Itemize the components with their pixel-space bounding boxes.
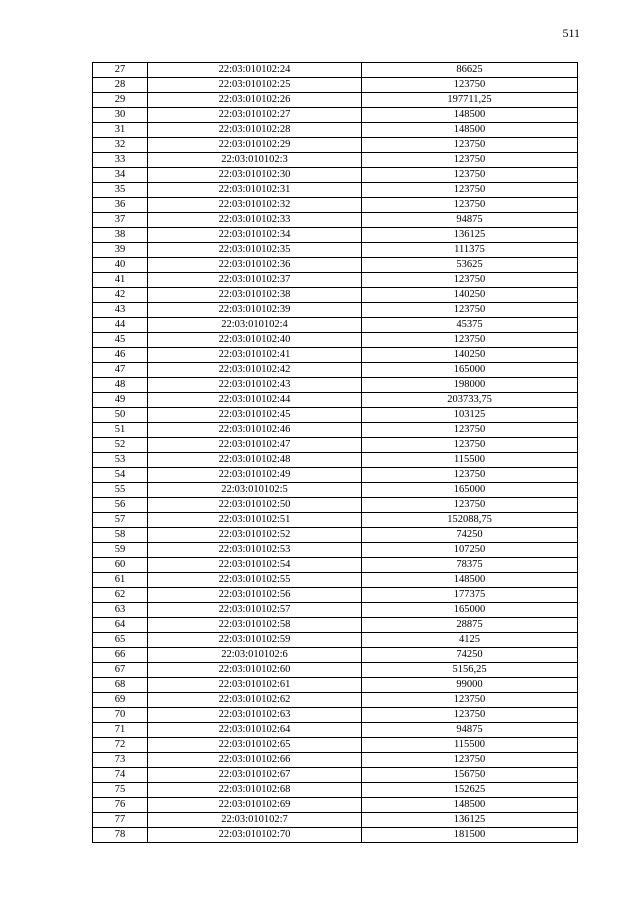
table-row <box>93 333 578 348</box>
row-number-cell: 27 <box>93 63 148 78</box>
cadastral-number-cell: 22:03:010102:25 <box>148 78 362 93</box>
cadastral-number-cell: 22:03:010102:63 <box>148 708 362 723</box>
cadastral-number-cell: 22:03:010102:34 <box>148 228 362 243</box>
row-number-cell: 41 <box>93 273 148 288</box>
cadastral-value-cell: 115500 <box>362 453 578 468</box>
cadastral-value-cell: 123750 <box>362 168 578 183</box>
cadastral-value-cell: 181500 <box>362 828 578 843</box>
cadastral-number-cell: 22:03:010102:32 <box>148 198 362 213</box>
cadastral-value-table <box>92 62 578 843</box>
cadastral-value-cell: 156750 <box>362 768 578 783</box>
cadastral-value-cell: 165000 <box>362 483 578 498</box>
table-row <box>93 438 578 453</box>
row-number-cell: 64 <box>93 618 148 633</box>
row-number-cell: 39 <box>93 243 148 258</box>
cadastral-value-cell: 115500 <box>362 738 578 753</box>
table-row <box>93 498 578 513</box>
cadastral-number-cell: 22:03:010102:46 <box>148 423 362 438</box>
table-row <box>93 198 578 213</box>
table-row <box>93 228 578 243</box>
row-number-cell: 63 <box>93 603 148 618</box>
cadastral-number-cell: 22:03:010102:69 <box>148 798 362 813</box>
cadastral-number-cell: 22:03:010102:61 <box>148 678 362 693</box>
cadastral-value-cell: 123750 <box>362 498 578 513</box>
cadastral-number-cell: 22:03:010102:54 <box>148 558 362 573</box>
cadastral-number-cell: 22:03:010102:59 <box>148 633 362 648</box>
table-row <box>93 513 578 528</box>
cadastral-value-cell: 140250 <box>362 288 578 303</box>
row-number-cell: 72 <box>93 738 148 753</box>
cadastral-value-cell: 198000 <box>362 378 578 393</box>
cadastral-number-cell: 22:03:010102:45 <box>148 408 362 423</box>
cadastral-value-cell: 74250 <box>362 528 578 543</box>
row-number-cell: 66 <box>93 648 148 663</box>
table-row <box>93 528 578 543</box>
cadastral-value-cell: 136125 <box>362 813 578 828</box>
table-row <box>93 138 578 153</box>
row-number-cell: 50 <box>93 408 148 423</box>
row-number-cell: 32 <box>93 138 148 153</box>
table-row <box>93 753 578 768</box>
cadastral-value-cell: 152088,75 <box>362 513 578 528</box>
row-number-cell: 42 <box>93 288 148 303</box>
table-row <box>93 783 578 798</box>
cadastral-value-cell: 53625 <box>362 258 578 273</box>
cadastral-value-cell: 123750 <box>362 138 578 153</box>
cadastral-number-cell: 22:03:010102:39 <box>148 303 362 318</box>
row-number-cell: 67 <box>93 663 148 678</box>
cadastral-number-cell: 22:03:010102:70 <box>148 828 362 843</box>
cadastral-value-cell: 86625 <box>362 63 578 78</box>
cadastral-number-cell: 22:03:010102:57 <box>148 603 362 618</box>
cadastral-value-cell: 99000 <box>362 678 578 693</box>
table-row <box>93 423 578 438</box>
cadastral-number-cell: 22:03:010102:47 <box>148 438 362 453</box>
row-number-cell: 54 <box>93 468 148 483</box>
cadastral-number-cell: 22:03:010102:33 <box>148 213 362 228</box>
cadastral-number-cell: 22:03:010102:5 <box>148 483 362 498</box>
table-row <box>93 828 578 843</box>
cadastral-number-cell: 22:03:010102:29 <box>148 138 362 153</box>
table-row <box>93 453 578 468</box>
cadastral-number-cell: 22:03:010102:43 <box>148 378 362 393</box>
row-number-cell: 58 <box>93 528 148 543</box>
row-number-cell: 68 <box>93 678 148 693</box>
row-number-cell: 59 <box>93 543 148 558</box>
row-number-cell: 51 <box>93 423 148 438</box>
table-row <box>93 78 578 93</box>
table-row <box>93 693 578 708</box>
table-row <box>93 63 578 78</box>
cadastral-value-cell: 140250 <box>362 348 578 363</box>
cadastral-value-cell: 45375 <box>362 318 578 333</box>
cadastral-number-cell: 22:03:010102:42 <box>148 363 362 378</box>
table-row <box>93 633 578 648</box>
row-number-cell: 62 <box>93 588 148 603</box>
cadastral-value-cell: 103125 <box>362 408 578 423</box>
cadastral-value-cell: 203733,75 <box>362 393 578 408</box>
table-row <box>93 603 578 618</box>
cadastral-number-cell: 22:03:010102:67 <box>148 768 362 783</box>
row-number-cell: 35 <box>93 183 148 198</box>
cadastral-number-cell: 22:03:010102:6 <box>148 648 362 663</box>
cadastral-number-cell: 22:03:010102:66 <box>148 753 362 768</box>
table-row <box>93 93 578 108</box>
row-number-cell: 74 <box>93 768 148 783</box>
cadastral-value-cell: 123750 <box>362 693 578 708</box>
row-number-cell: 33 <box>93 153 148 168</box>
cadastral-number-cell: 22:03:010102:51 <box>148 513 362 528</box>
row-number-cell: 78 <box>93 828 148 843</box>
table-row <box>93 318 578 333</box>
row-number-cell: 40 <box>93 258 148 273</box>
row-number-cell: 55 <box>93 483 148 498</box>
table-row <box>93 468 578 483</box>
row-number-cell: 31 <box>93 123 148 138</box>
cadastral-number-cell: 22:03:010102:35 <box>148 243 362 258</box>
row-number-cell: 76 <box>93 798 148 813</box>
row-number-cell: 45 <box>93 333 148 348</box>
table-row <box>93 243 578 258</box>
cadastral-number-cell: 22:03:010102:26 <box>148 93 362 108</box>
cadastral-value-cell: 107250 <box>362 543 578 558</box>
row-number-cell: 38 <box>93 228 148 243</box>
cadastral-number-cell: 22:03:010102:60 <box>148 663 362 678</box>
cadastral-number-cell: 22:03:010102:49 <box>148 468 362 483</box>
cadastral-value-cell: 165000 <box>362 363 578 378</box>
cadastral-number-cell: 22:03:010102:40 <box>148 333 362 348</box>
table-row <box>93 573 578 588</box>
cadastral-number-cell: 22:03:010102:68 <box>148 783 362 798</box>
table-row <box>93 153 578 168</box>
cadastral-number-cell: 22:03:010102:24 <box>148 63 362 78</box>
cadastral-number-cell: 22:03:010102:52 <box>148 528 362 543</box>
table-row <box>93 393 578 408</box>
cadastral-value-cell: 4125 <box>362 633 578 648</box>
cadastral-value-cell: 123750 <box>362 153 578 168</box>
row-number-cell: 77 <box>93 813 148 828</box>
cadastral-value-cell: 136125 <box>362 228 578 243</box>
table-row <box>93 273 578 288</box>
cadastral-value-cell: 111375 <box>362 243 578 258</box>
row-number-cell: 37 <box>93 213 148 228</box>
cadastral-number-cell: 22:03:010102:64 <box>148 723 362 738</box>
table-body <box>93 63 578 843</box>
table-row <box>93 408 578 423</box>
cadastral-number-cell: 22:03:010102:48 <box>148 453 362 468</box>
cadastral-value-cell: 123750 <box>362 198 578 213</box>
row-number-cell: 53 <box>93 453 148 468</box>
table-row <box>93 813 578 828</box>
table-row <box>93 213 578 228</box>
row-number-cell: 30 <box>93 108 148 123</box>
cadastral-value-cell: 123750 <box>362 468 578 483</box>
row-number-cell: 71 <box>93 723 148 738</box>
table-row <box>93 348 578 363</box>
cadastral-value-cell: 123750 <box>362 183 578 198</box>
row-number-cell: 69 <box>93 693 148 708</box>
cadastral-number-cell: 22:03:010102:41 <box>148 348 362 363</box>
table-row <box>93 558 578 573</box>
cadastral-number-cell: 22:03:010102:65 <box>148 738 362 753</box>
cadastral-value-cell: 94875 <box>362 213 578 228</box>
table-row <box>93 648 578 663</box>
cadastral-number-cell: 22:03:010102:44 <box>148 393 362 408</box>
cadastral-value-cell: 28875 <box>362 618 578 633</box>
cadastral-value-cell: 148500 <box>362 573 578 588</box>
table-row <box>93 768 578 783</box>
table-row <box>93 588 578 603</box>
cadastral-number-cell: 22:03:010102:28 <box>148 123 362 138</box>
cadastral-value-cell: 78375 <box>362 558 578 573</box>
cadastral-number-cell: 22:03:010102:7 <box>148 813 362 828</box>
cadastral-value-cell: 123750 <box>362 273 578 288</box>
row-number-cell: 36 <box>93 198 148 213</box>
table-row <box>93 738 578 753</box>
table-row <box>93 483 578 498</box>
table-row <box>93 708 578 723</box>
row-number-cell: 49 <box>93 393 148 408</box>
page-number: 511 <box>562 26 580 40</box>
table-row <box>93 663 578 678</box>
cadastral-number-cell: 22:03:010102:36 <box>148 258 362 273</box>
cadastral-value-cell: 123750 <box>362 423 578 438</box>
cadastral-number-cell: 22:03:010102:50 <box>148 498 362 513</box>
table-row <box>93 288 578 303</box>
cadastral-number-cell: 22:03:010102:62 <box>148 693 362 708</box>
row-number-cell: 43 <box>93 303 148 318</box>
row-number-cell: 52 <box>93 438 148 453</box>
table-row <box>93 183 578 198</box>
row-number-cell: 44 <box>93 318 148 333</box>
cadastral-value-cell: 74250 <box>362 648 578 663</box>
table-row <box>93 618 578 633</box>
row-number-cell: 28 <box>93 78 148 93</box>
cadastral-value-cell: 5156,25 <box>362 663 578 678</box>
cadastral-number-cell: 22:03:010102:58 <box>148 618 362 633</box>
cadastral-number-cell: 22:03:010102:3 <box>148 153 362 168</box>
cadastral-number-cell: 22:03:010102:37 <box>148 273 362 288</box>
cadastral-number-cell: 22:03:010102:56 <box>148 588 362 603</box>
cadastral-value-cell: 123750 <box>362 333 578 348</box>
row-number-cell: 29 <box>93 93 148 108</box>
row-number-cell: 75 <box>93 783 148 798</box>
row-number-cell: 46 <box>93 348 148 363</box>
table-row <box>93 723 578 738</box>
table-row <box>93 168 578 183</box>
cadastral-value-cell: 123750 <box>362 708 578 723</box>
cadastral-value-cell: 177375 <box>362 588 578 603</box>
row-number-cell: 57 <box>93 513 148 528</box>
cadastral-value-cell: 94875 <box>362 723 578 738</box>
row-number-cell: 65 <box>93 633 148 648</box>
row-number-cell: 47 <box>93 363 148 378</box>
row-number-cell: 70 <box>93 708 148 723</box>
table-row <box>93 123 578 138</box>
cadastral-number-cell: 22:03:010102:31 <box>148 183 362 198</box>
cadastral-value-cell: 123750 <box>362 78 578 93</box>
cadastral-number-cell: 22:03:010102:55 <box>148 573 362 588</box>
cadastral-value-cell: 197711,25 <box>362 93 578 108</box>
row-number-cell: 61 <box>93 573 148 588</box>
cadastral-value-cell: 148500 <box>362 108 578 123</box>
row-number-cell: 34 <box>93 168 148 183</box>
row-number-cell: 56 <box>93 498 148 513</box>
cadastral-value-cell: 148500 <box>362 798 578 813</box>
cadastral-value-cell: 152625 <box>362 783 578 798</box>
cadastral-number-cell: 22:03:010102:53 <box>148 543 362 558</box>
row-number-cell: 73 <box>93 753 148 768</box>
cadastral-number-cell: 22:03:010102:27 <box>148 108 362 123</box>
cadastral-number-cell: 22:03:010102:30 <box>148 168 362 183</box>
cadastral-value-cell: 123750 <box>362 303 578 318</box>
table-row <box>93 258 578 273</box>
cadastral-number-cell: 22:03:010102:4 <box>148 318 362 333</box>
table-row <box>93 303 578 318</box>
cadastral-value-cell: 123750 <box>362 753 578 768</box>
table-row <box>93 798 578 813</box>
row-number-cell: 48 <box>93 378 148 393</box>
table-row <box>93 363 578 378</box>
table-row <box>93 543 578 558</box>
cadastral-number-cell: 22:03:010102:38 <box>148 288 362 303</box>
table-row <box>93 678 578 693</box>
cadastral-value-cell: 165000 <box>362 603 578 618</box>
row-number-cell: 60 <box>93 558 148 573</box>
cadastral-value-cell: 123750 <box>362 438 578 453</box>
table-row <box>93 108 578 123</box>
table-row <box>93 378 578 393</box>
cadastral-value-cell: 148500 <box>362 123 578 138</box>
